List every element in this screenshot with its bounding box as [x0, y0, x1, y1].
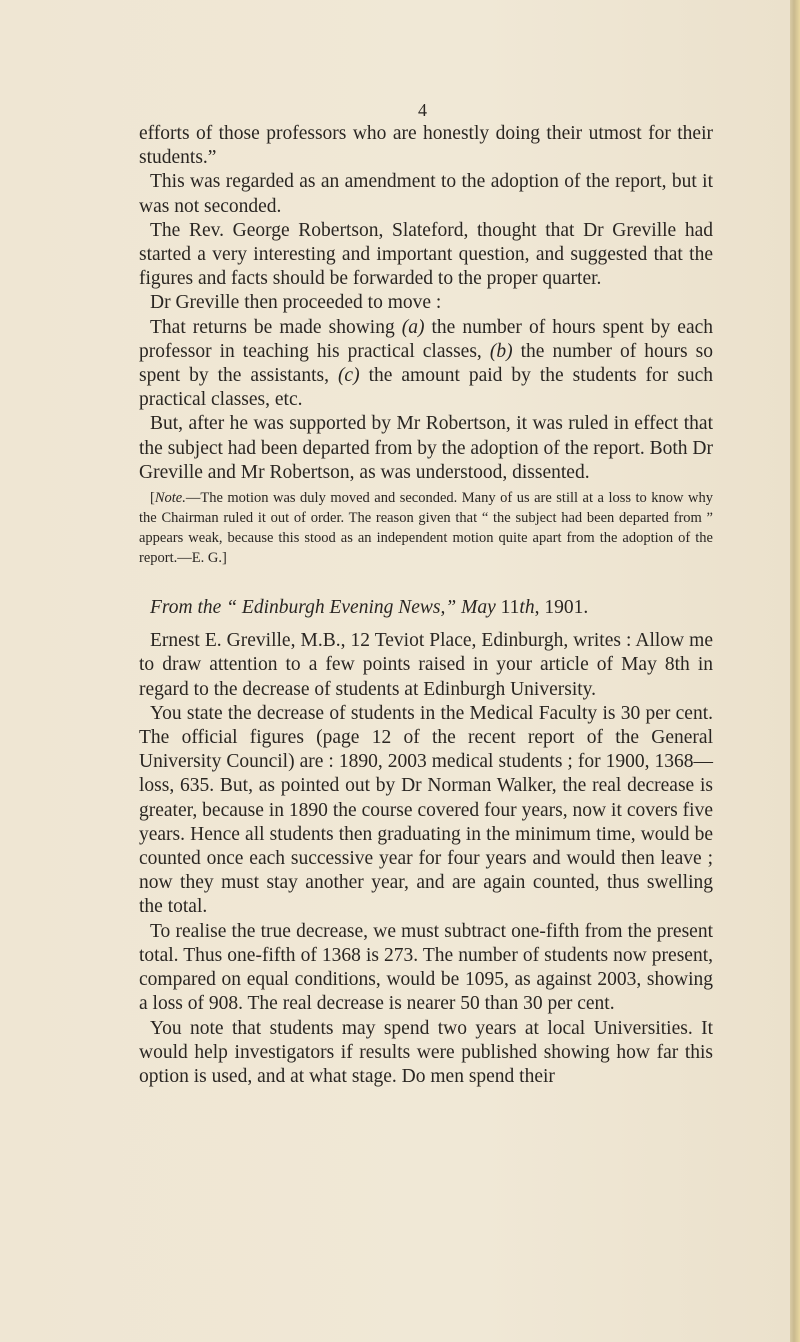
letter-paragraph-local-universities: You note that students may spend two years at local Universities. It would help investigators if results were published showing how far this option is used, and at what stage. Do men spend their	[139, 1017, 713, 1087]
paragraph-robertson: The Rev. George Robertson, Slateford, thought that Dr Greville had started a very interesting and important question, and suggested that the figures and facts should be forwarded to the proper quarter.	[139, 219, 713, 290]
paragraph-amendment: This was regarded as an amendment to the adoption of the report, but it was not seconded.	[139, 171, 713, 217]
note-label: Note.	[154, 490, 186, 507]
paragraph-ruling: But, after he was supported by Mr Robertson, it was ruled in effect that the subject had been departed from by the adoption of the report. Both Dr Greville and Mr Robertson, as was understood, dissented.	[139, 413, 713, 483]
page-number: 4	[418, 100, 427, 120]
paragraph-motion: That returns be made showing (a) the number of hours spent by each professor in teaching his practical classes, (b) the number of hours so spent by the assistants, (c) the amount paid by the students for such practical classes, etc.	[139, 316, 714, 411]
letter-paragraph-intro: Ernest E. Greville, M.B., 12 Teviot Place, Edinburgh, writes : Allow me to draw attention to a few points raised in your article of May 8th in regard to the decrease of students at Edinburgh University.	[139, 630, 713, 700]
paragraph-quote-end: efforts of those professors who are honestly doing their utmost for their students.”	[139, 123, 713, 169]
source-heading: From the “ Edinburgh Evening News,” May 11th, 1901.	[150, 597, 589, 619]
paragraph-greville-move: Dr Greville then proceeded to move :	[150, 292, 442, 314]
page-edge	[790, 0, 800, 1342]
letter-paragraph-statistics: You state the decrease of students in the Medical Faculty is 30 per cent. The official figures (page 12 of the recent report of the General University Council) are : 1890, 2003 medical students ; for 1900, 1368—loss, 635. But, as pointed out by Dr Norman Walker, the real decrease is greater, because in 1890 the course covered four years, now it covers five years. Hence all students then graduating in the minimum time, would be counted once each successive year for four years and would then leave ; now they must stay another year, and are again counted, thus swelling the total.	[139, 702, 713, 918]
body-text	[139, 122, 713, 1089]
editor-note: [Note.—The motion was duly moved and seconded. Many of us are still at a loss to know why the Chairman ruled it out of order. The reason given that “ the subject had been departed from ” appears weak, because this stood as an independent motion quite apart from the adoption of the report.—E. G.]	[139, 490, 713, 567]
letter-paragraph-true-decrease: To realise the true decrease, we must subtract one-fifth from the present total. Thus one-fifth of 1368 is 273. The number of students now present, compared on equal conditions, would be 1095, as against 2003, showing a loss of 908. The real decrease is nearer 50 than 30 per cent.	[139, 920, 713, 1015]
